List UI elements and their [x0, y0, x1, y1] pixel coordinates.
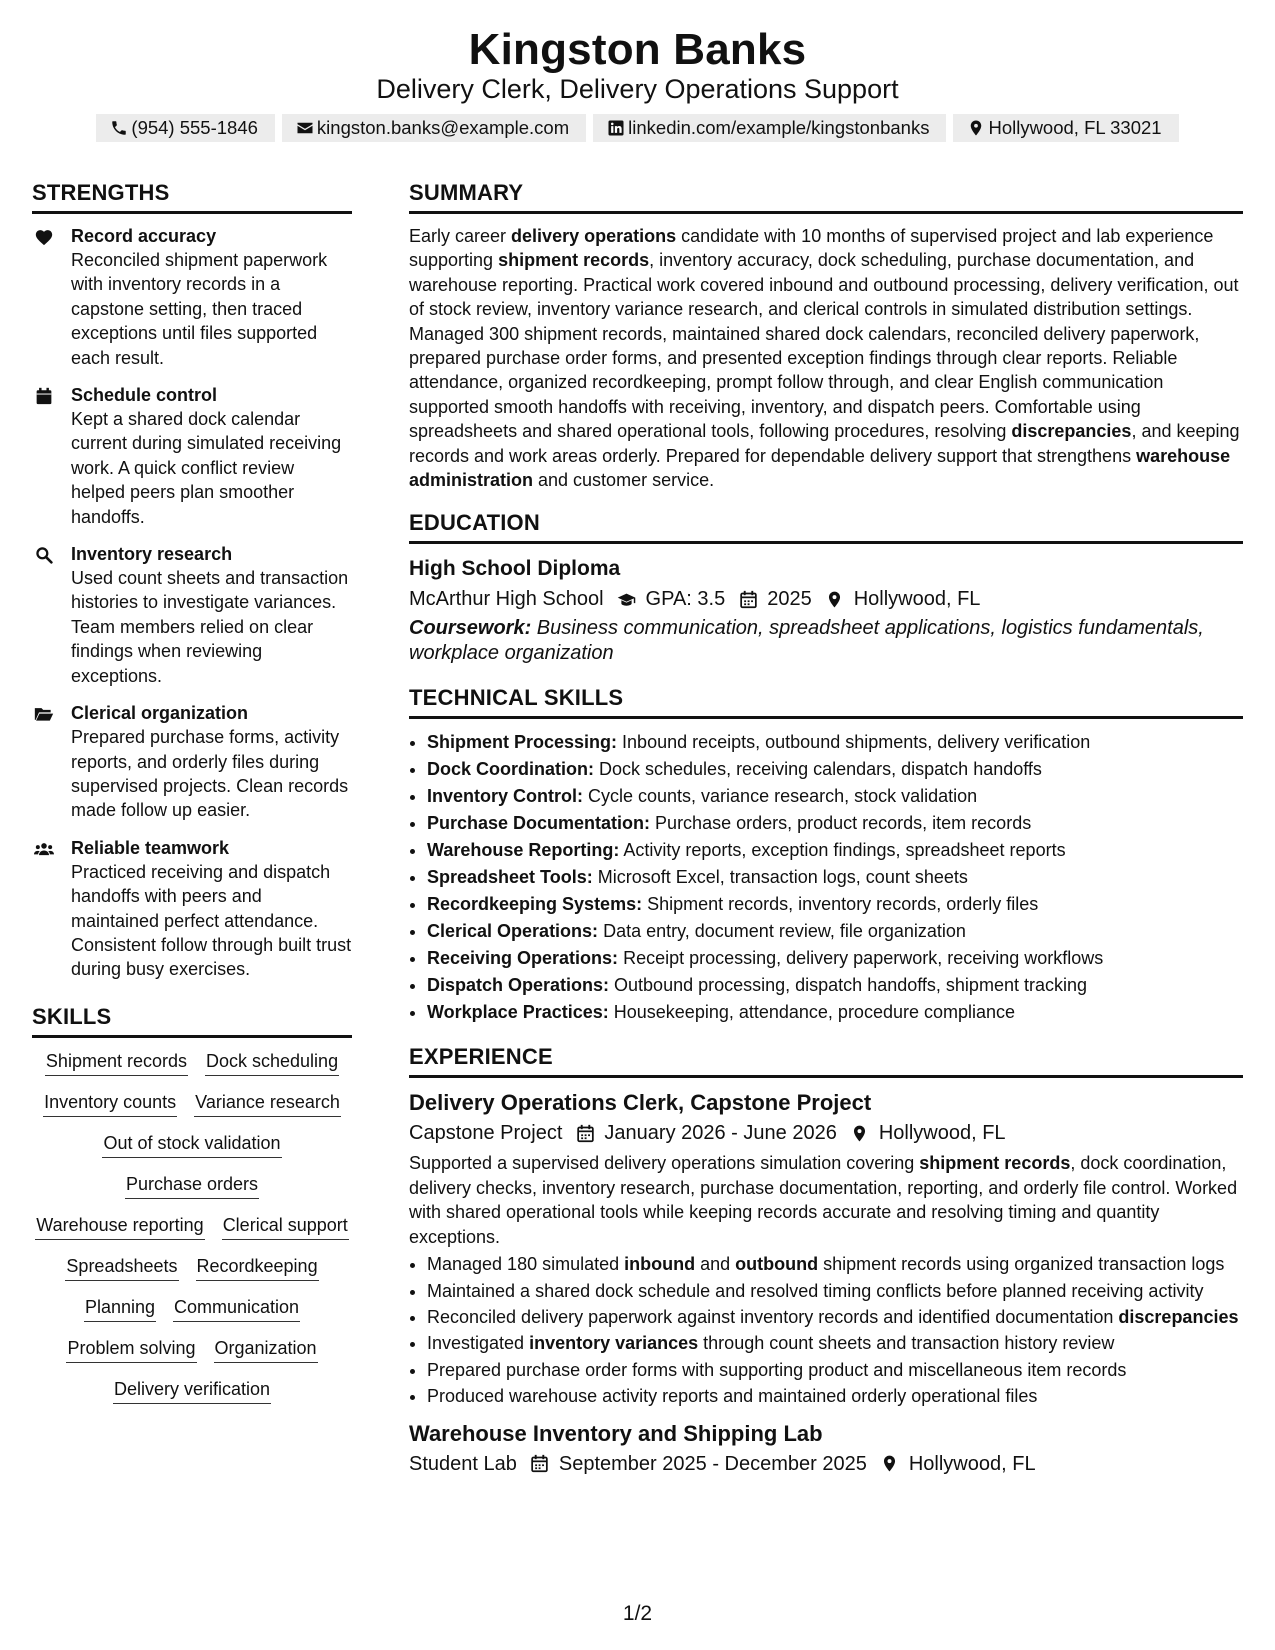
map-pin-icon — [879, 1453, 901, 1475]
strength-item — [32, 836, 352, 982]
skill-tag: Organization — [214, 1335, 318, 1363]
education-coursework — [409, 616, 1243, 665]
job-bullet-segment: and — [695, 1254, 736, 1275]
technical-skill-item — [427, 810, 1243, 837]
technical-skill-label: Warehouse Reporting: — [427, 840, 620, 861]
education-year: 2025 — [767, 588, 812, 611]
folder-open-icon — [34, 705, 54, 723]
technical-skill-item — [427, 756, 1243, 783]
strength-desc: Prepared purchase forms, activity reports, and orderly files during supervised projects. Clean records made follow up easier. — [71, 727, 349, 821]
calendar-icon — [737, 588, 759, 610]
job-bullet — [427, 1305, 1243, 1329]
skills-tag-list — [32, 1048, 352, 1404]
job-bullet — [427, 1358, 1243, 1382]
skill-tag: Communication — [173, 1294, 300, 1322]
technical-skill-label: Inventory Control: — [427, 786, 583, 807]
technical-skill-value: Shipment records, inventory records, orderly files — [642, 894, 1039, 915]
technical-skill-item — [427, 837, 1243, 864]
page-number: 1/2 — [622, 1602, 653, 1625]
technical-skill-item — [427, 729, 1243, 756]
technical-skill-label: Shipment Processing: — [427, 732, 618, 753]
skill-tag: Purchase orders — [125, 1171, 259, 1199]
left-column — [32, 178, 352, 1404]
technical-skill-value: Inbound receipts, outbound shipments, delivery verification — [617, 732, 1091, 753]
strength-title: Schedule control — [71, 385, 218, 406]
technical-skill-label: Clerical Operations: — [427, 921, 599, 942]
experience-heading: EXPERIENCE — [409, 1042, 1243, 1078]
contact-location-text: Hollywood, FL 33021 — [988, 117, 1162, 138]
job-bullet-segment: Investigated — [427, 1333, 530, 1354]
technical-skill-value: Outbound processing, dispatch handoffs, shipment tracking — [609, 975, 1087, 996]
graduation-cap-icon — [616, 588, 638, 610]
education-meta — [409, 584, 1243, 614]
contact-linkedin-text: linkedin.com/example/kingstonbanks — [628, 117, 930, 138]
skill-tag: Delivery verification — [113, 1376, 271, 1404]
technical-skill-value: Receipt processing, delivery paperwork, receiving workflows — [618, 948, 1104, 969]
calendar-icon — [529, 1453, 551, 1475]
summary-emphasis: warehouse administration — [409, 445, 1231, 491]
experience-item — [409, 1088, 1243, 1408]
calendar-icon — [34, 387, 54, 405]
technical-skill-item — [427, 891, 1243, 918]
summary-segment: , and keeping records and work areas orderly. Prepared for dependable delivery support that strengthens — [409, 421, 1240, 466]
skill-tag: Inventory counts — [43, 1089, 177, 1117]
strength-item — [32, 224, 352, 370]
job-bullet-emphasis: outbound — [735, 1254, 819, 1275]
summary-segment: and customer service. — [533, 470, 715, 491]
skill-tag: Planning — [84, 1294, 156, 1322]
technical-skill-item — [427, 972, 1243, 999]
strength-item — [32, 542, 352, 688]
job-bullet — [427, 1252, 1243, 1276]
phone-icon — [109, 118, 129, 138]
summary-emphasis: shipment records — [498, 250, 650, 271]
education-gpa: GPA: 3.5 — [645, 588, 726, 611]
summary-heading: SUMMARY — [409, 178, 1243, 214]
job-title: Delivery Operations Clerk, Capstone Project — [409, 1090, 872, 1116]
job-bullet-segment: Produced warehouse activity reports and maintained orderly operational files — [427, 1386, 1038, 1407]
technical-skills-heading: TECHNICAL SKILLS — [409, 683, 1243, 719]
summary-segment: Early career — [409, 226, 512, 246]
strength-item — [32, 383, 352, 529]
technical-skill-item — [427, 864, 1243, 891]
technical-skill-value: Purchase orders, product records, item records — [650, 813, 1032, 834]
summary-emphasis: delivery operations — [511, 226, 677, 246]
skill-tag: Variance research — [194, 1089, 341, 1117]
job-bullet — [427, 1384, 1243, 1408]
candidate-name: Kingston Banks — [468, 25, 807, 74]
skill-tag: Dock scheduling — [205, 1048, 339, 1076]
summary-text — [409, 224, 1243, 492]
skill-tag: Shipment records — [45, 1048, 188, 1076]
technical-skill-label: Recordkeeping Systems: — [427, 894, 643, 915]
job-bullet-emphasis: inventory variances — [529, 1333, 699, 1354]
strength-desc: Kept a shared dock calendar current during simulated receiving work. A quick conflict review helped peers plan smoother handoffs. — [71, 409, 342, 527]
technical-skill-value: Data entry, document review, file organization — [598, 921, 966, 942]
contact-bar — [0, 114, 1275, 142]
skill-tag: Problem solving — [66, 1335, 196, 1363]
skill-tag: Out of stock validation — [102, 1130, 281, 1158]
strength-item — [32, 701, 352, 823]
map-pin-icon — [849, 1122, 871, 1144]
job-organization: Student Lab — [409, 1452, 517, 1475]
right-column — [409, 178, 1243, 1479]
contact-phone-text: (954) 555-1846 — [131, 117, 258, 138]
coursework-label: Coursework: — [409, 617, 532, 640]
job-bullet — [427, 1331, 1243, 1355]
job-bullet — [427, 1279, 1243, 1303]
job-dates: September 2025 - December 2025 — [558, 1452, 867, 1475]
technical-skill-value: Housekeeping, attendance, procedure compliance — [608, 1002, 1016, 1023]
skill-tag: Spreadsheets — [65, 1253, 178, 1281]
technical-skill-item — [427, 783, 1243, 810]
map-pin-icon — [966, 118, 986, 138]
job-description-segment: , dock coordination, delivery checks, inventory research, purchase documentation, reporting, and orderly file control. Worked with shared operational tools while keeping records accurate and resolving timing and quantity exceptions. — [409, 1153, 1238, 1247]
coursework-text: Business communication, spreadsheet applications, logistics fundamentals, workplace organization — [409, 617, 1204, 664]
technical-skill-label: Receiving Operations: — [427, 948, 619, 969]
job-organization: Capstone Project — [409, 1122, 563, 1145]
job-meta — [409, 1118, 1243, 1148]
job-bullet-segment: Maintained a shared dock schedule and resolved timing conflicts before planned receiving activity — [427, 1280, 1204, 1301]
strength-desc: Practiced receiving and dispatch handoffs with peers and maintained perfect attendance. Consistent follow through built trust during busy exercises. — [71, 861, 352, 980]
strength-title: Inventory research — [71, 544, 233, 565]
summary-emphasis: discrepancies — [1011, 421, 1132, 442]
contact-location — [953, 114, 1178, 142]
technical-skill-label: Dispatch Operations: — [427, 975, 610, 996]
strength-title: Clerical organization — [71, 703, 249, 724]
strength-desc: Used count sheets and transaction histories to investigate variances. Team members relied on clear findings when reviewing exceptions. — [71, 568, 349, 686]
strength-title: Record accuracy — [71, 226, 217, 246]
search-icon — [34, 546, 54, 564]
job-bullet-segment: Prepared purchase order forms with supporting product and miscellaneous item records — [427, 1359, 1127, 1380]
job-bullet-segment: through count sheets and transaction history review — [698, 1333, 1115, 1354]
job-bullets — [409, 1252, 1243, 1408]
skill-tag: Clerical support — [222, 1212, 349, 1240]
strength-desc: Reconciled shipment paperwork with inventory records in a capstone setting, then traced exceptions until files supported each result. — [71, 250, 328, 368]
technical-skill-label: Purchase Documentation: — [427, 813, 651, 834]
technical-skill-value: Dock schedules, receiving calendars, dispatch handoffs — [594, 759, 1042, 780]
technical-skill-item — [427, 999, 1243, 1026]
technical-skill-item — [427, 945, 1243, 972]
contact-email[interactable] — [282, 114, 586, 142]
map-pin-icon — [824, 588, 846, 610]
technical-skill-item — [427, 918, 1243, 945]
technical-skills-list — [409, 729, 1243, 1026]
technical-skill-label: Dock Coordination: — [427, 759, 594, 780]
linkedin-icon — [606, 118, 626, 138]
job-bullet-segment: Managed 180 simulated — [427, 1254, 625, 1275]
job-location: Hollywood, FL — [878, 1122, 1006, 1145]
technical-skill-label: Spreadsheet Tools: — [427, 867, 593, 888]
education-degree: High School Diploma — [409, 557, 621, 581]
job-meta — [409, 1449, 1243, 1479]
calendar-icon — [574, 1122, 596, 1144]
skill-tag: Warehouse reporting — [35, 1212, 204, 1240]
experience-item — [409, 1419, 1243, 1479]
education-heading: EDUCATION — [409, 508, 1243, 544]
job-bullet-emphasis: discrepancies — [1118, 1306, 1239, 1327]
contact-phone[interactable] — [96, 114, 275, 142]
technical-skill-value: Activity reports, exception findings, spreadsheet reports — [619, 840, 1066, 861]
job-description-emphasis: shipment records — [919, 1153, 1071, 1174]
strength-title: Reliable teamwork — [71, 837, 230, 858]
contact-email-text: kingston.banks@example.com — [316, 117, 570, 138]
contact-linkedin[interactable] — [593, 114, 946, 142]
technical-skill-label: Workplace Practices: — [427, 1002, 609, 1023]
summary-segment: candidate with 10 months of supervised project and lab experience supporting — [409, 226, 1214, 271]
envelope-icon — [295, 118, 315, 138]
experience-list — [409, 1088, 1243, 1478]
job-title: Warehouse Inventory and Shipping Lab — [409, 1420, 823, 1446]
job-bullet-segment: shipment records using organized transaction logs — [818, 1254, 1225, 1275]
heart-icon — [34, 228, 54, 246]
technical-skill-value: Cycle counts, variance research, stock validation — [583, 786, 978, 807]
candidate-headline: Delivery Clerk, Delivery Operations Support — [376, 74, 899, 104]
summary-segment: , inventory accuracy, dock scheduling, purchase documentation, and warehouse reporting. Practical work covered inbound and outbound processing, delivery verification, out of stock review, inventory variance research, and clerical controls in simulated distribution settings. Managed 300 shipment records, maintained shared dock calendars, reconciled delivery paperwork, prepared purchase order forms, and presented exception findings through clear reports. Reliable attendance, organized recordkeeping, prompt follow through, and clear English communication supported smooth handoffs with receiving, inventory, and dispatch peers. Comfortable using spreadsheets and shared operational tools, following procedures, resolving — [409, 250, 1239, 442]
skills-heading: SKILLS — [32, 1002, 352, 1038]
education-school: McArthur High School — [409, 588, 604, 611]
job-description — [409, 1151, 1243, 1249]
technical-skill-value: Microsoft Excel, transaction logs, count sheets — [592, 867, 968, 888]
job-location: Hollywood, FL — [908, 1452, 1036, 1475]
job-bullet-segment: Reconciled delivery paperwork against inventory records and identified documentation — [427, 1306, 1119, 1327]
job-dates: January 2026 - June 2026 — [604, 1122, 837, 1145]
job-description-segment: Supported a supervised delivery operations simulation covering — [409, 1153, 920, 1174]
skill-tag: Recordkeeping — [196, 1253, 319, 1281]
education-location: Hollywood, FL — [853, 588, 981, 611]
job-bullet-emphasis: inbound — [624, 1254, 696, 1275]
strengths-heading: STRENGTHS — [32, 178, 352, 214]
users-icon — [34, 840, 54, 858]
